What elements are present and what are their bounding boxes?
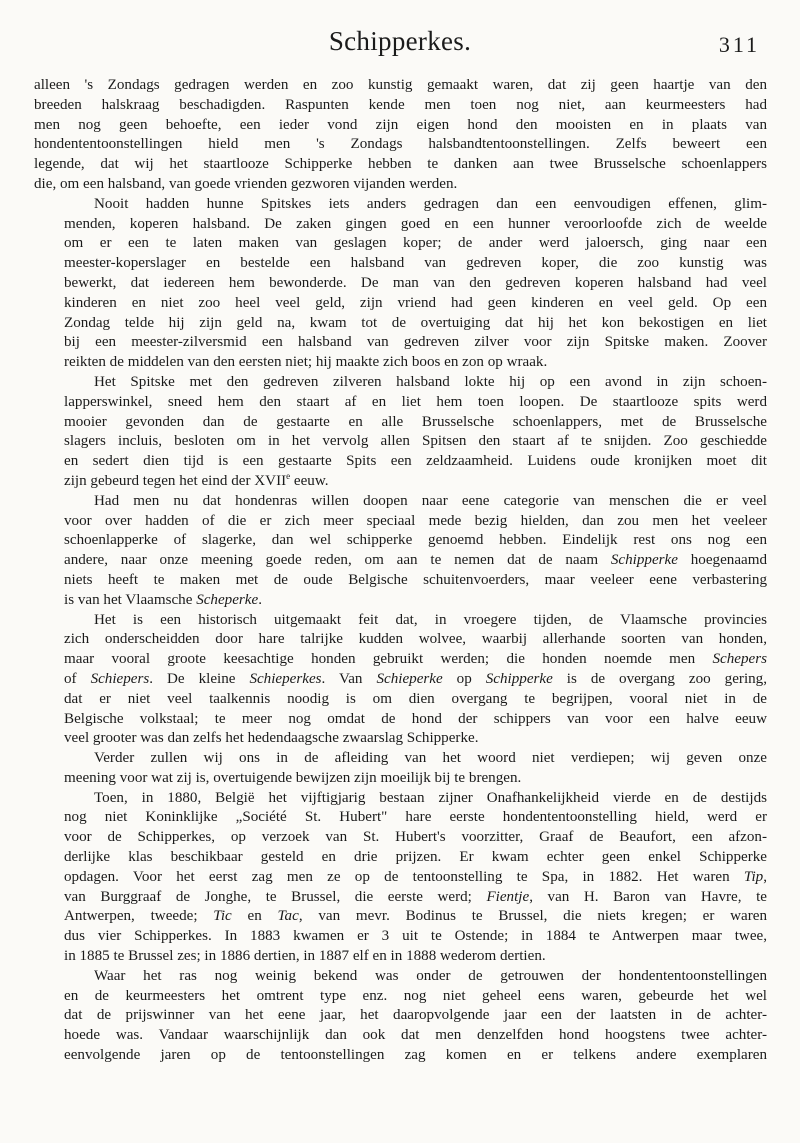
text-run: lapperswinkel, sneed hem den staart af en liet hem toen loopen. De staartlooze spits werd [64,393,767,410]
text-line [34,611,767,631]
paragraph [34,195,767,373]
text-line [34,987,767,1007]
text-line [34,492,767,512]
text-line [34,373,767,393]
italic-term: Schipperke [610,552,678,569]
text-run: men nog geen behoefte, een ieder vond zijn eigen hond den mooisten en in plaats van [34,116,767,133]
text-run: Had men nu dat hondenras willen doopen naar eene categorie van menschen die er veel [94,492,767,509]
page-title: Schipperkes. [328,26,472,56]
text-run: . Van [321,670,377,687]
text-run: Waar het ras nog weinig bekend was onder de getrouwen der hondententoonstellingen [94,967,767,984]
text-line [34,828,767,848]
text-line [34,1006,767,1026]
paragraph [34,492,767,611]
text-line [34,76,767,96]
text-line [34,472,767,492]
text-line [34,551,767,571]
italic-term: Fientje [486,888,530,905]
text-run: hoede was. Vandaar waarschijnlijk dan ook dat men denzelfden hond hoogstens twee achter- [64,1027,767,1044]
text-run: Nooit hadden hunne Spitskes iets anders gedragen dan een eenvoudigen effenen, glim- [94,195,767,212]
text-run: dus vier Schipperkes. In 1883 kwamen er 3 uit te Ostende; in 1884 te Antwerpen maar twee, [64,928,767,945]
text-line [34,729,767,749]
text-run: Verder zullen wij ons in de afleiding van het woord niet verdiepen; wij geven onze [94,750,767,767]
running-header [34,26,766,66]
text-run: bij een meester-zilversmid een halsband van gedreven zilver voor zijn Spitske maken. Zoover [64,334,767,351]
text-line [34,888,767,908]
text-run: bewerkt, dat iedereen hem bewonderde. De man van den gedreven koperen halsband had veel [64,274,767,291]
text-run: reikten de middelen van den eersten niet; hij maakte zich boos en zon op wraak. [64,354,548,371]
text-run: voor over hadden of die er zich meer speciaal mede bezig hielden, dan zou men het veeleer [64,512,767,529]
text-line [34,1046,767,1066]
text-line [34,967,767,987]
italic-term: Tac [277,908,299,925]
paragraph [34,76,767,195]
text-line [34,630,767,650]
text-line [34,710,767,730]
text-run: kinderen en niet zoo heel veel geld, zijn vriend had geen kinderen en veel geld. Op een [64,294,767,311]
text-run: en de keurmeesters het omtrent type enz. nog niet geheel eens waren, gebeurde het wel [64,987,767,1004]
italic-term: Schieperkes [249,670,322,687]
text-run: slagers incluis, besloten om in het vervolg allen Spitsen den staart af te snijden. Zoo geschiedde [64,433,767,450]
text-run: en sedert dien tijd is een gestaarte Spits een zeldzaamheid. Luidens oude kronijken moet dit [64,453,767,470]
text-run: Zondag telde hij zijn geld na, kwam tot de overtuiging dat hij het kon bekostigen en liet [64,314,767,331]
text-run: Toen, in 1880, België het vijftigjarig bestaan zijner Onafhankelijkheid vierde en de destijds [94,789,767,806]
text-line [34,947,767,967]
text-line [34,808,767,828]
text-run: eeuw. [290,472,329,489]
text-run: en [231,908,278,925]
text-run: eenvolgende jaren op de tentoonstellingen zag komen en er telkens andere exemplaren [64,1047,767,1064]
text-run: opdagen. Voor het eerst zag men ze op de tentoonstelling te Spa, in 1882. Het waren [64,868,744,885]
text-run: derlijke klas beschikbaar gesteld en drie prijzen. Er kwam echter geen enkel Schipperke [64,849,767,866]
text-run: mooier gevonden dan de gestaarte en alle Brusselsche schoenlappers, met de Brusselsche [64,413,767,430]
text-run: is van het Vlaamsche [64,591,197,608]
text-run: dat er niet veel taalkennis noodig is om dien overgang te begrijpen, vooral niet in de [64,690,767,707]
text-run: legende, dat wij het staartlooze Schipperke hebben te danken aan twee Brusselsche schoenlappers [34,156,767,173]
page-number: 311 [718,32,760,57]
text-line [34,789,767,809]
text-run: . [258,591,262,608]
text-line [34,195,767,215]
text-run: Het is een historisch uitgemaakt feit dat, in vroegere tijden, de Vlaamsche provincies [94,611,767,628]
text-line [34,175,767,195]
text-line [34,452,767,472]
body-text [34,76,767,1066]
text-run: , van H. Baron van Havre, te [529,888,767,905]
text-run: Het Spitske met den gedreven zilveren halsband lokte hij op een avond in zijn schoen- [94,373,767,390]
text-run: veel grooter was dan zelfs het hedendaagsche zwaarslag Schipperke. [64,730,479,747]
paragraph [34,611,767,750]
italic-term: Schiepers [90,670,150,687]
text-line [34,927,767,947]
text-run: om er een te laten maken van geslagen koper; de ander werd jaloersch, ging naar een [64,235,767,252]
text-line [34,531,767,551]
text-run: zijn gebeurd tegen het eind der XVII [64,472,287,489]
text-line [34,393,767,413]
text-line [34,571,767,591]
text-line [34,413,767,433]
text-line [34,749,767,769]
italic-term: Tip [743,868,764,885]
text-run: zich onderscheidden door hare talrijke kudden wolvee, waarbij allerhande soorten van honden, [64,631,767,648]
text-line [34,868,767,888]
text-run: die, om een halsband, van goede vrienden gezworen vijanden werden. [34,175,458,192]
text-run: breeden halskraag beschadigden. Raspunten kende men toen nog niet, aan keurmeesters had [34,96,767,113]
text-run: nog niet Koninklijke „Société St. Hubert" hare eerste hondententoonstelling hield, werd er [64,809,767,826]
text-line [34,234,767,254]
text-run: andere, naar onze meening goede reden, om aan te nemen dat de naam [64,552,611,569]
text-run: hondententoonstellingen hield men 's Zondags halsbandtentoonstellingen. Zelfs beweert een [34,136,767,153]
text-line [34,769,767,789]
text-run: hoegenaamd [677,552,768,569]
paragraph [34,967,767,1066]
text-line [34,512,767,532]
text-line [34,650,767,670]
text-line [34,155,767,175]
text-run: of [64,670,91,687]
italic-term: Scheperke [196,591,259,608]
paragraph [34,789,767,967]
italic-term: Tic [213,908,232,925]
text-run: in 1885 te Brussel zes; in 1886 dertien, in 1887 elf en in 1888 wederom dertien. [64,948,546,965]
text-run: schoenlapperke of slagerke, dan wel schipperke genoemd hebben. Eindelijk rest ons nog een [64,532,767,549]
text-run: maar vooral groote keesachtige honden gebruikt werden; die honden noemde men [64,651,713,668]
italic-term: Schieperke [376,670,443,687]
text-line [34,353,767,373]
italic-term: Schipperke [485,670,553,687]
text-line [34,254,767,274]
text-run: niets heeft te maken met de oude Belgische schuitenvoerders, maar veeleer eene verbastering [64,571,767,588]
text-line [34,116,767,136]
text-run: van Burggraaf de Jonghe, te Brussel, die eerste werd; [64,888,487,905]
superscript: e [286,470,291,481]
text-line [34,135,767,155]
text-run: Antwerpen, tweede; [64,908,214,925]
text-line [34,96,767,116]
text-run: menden, koperen halsband. De zaken gingen goed en een hunner veroorloofde zich de weelde [64,215,767,232]
text-line [34,294,767,314]
text-run: , van mevr. Bodinus te Brussel, die niets kregen; er waren [298,908,768,925]
text-run: is de overgang zoo gering, [552,670,768,687]
text-run: voor de Schipperkes, op verzoek van St. Hubert's voorzitter, Graaf de Beaufort, een afzon- [64,829,767,846]
text-line [34,848,767,868]
text-line [34,1026,767,1046]
text-line [34,690,767,710]
text-line [34,333,767,353]
paragraph [34,373,767,492]
text-run: meester-koperslager en bestelde een halsband van gedreven koper, die zoo kunstig was [64,255,767,272]
text-run: Belgische volkstaal; te meer nog omdat de hond der schippers van voor een halve eeuw [64,710,767,727]
text-run: meening voor wat zij is, overtuigende bewijzen zijn moeilijk bij te brengen. [64,769,522,786]
text-line [34,314,767,334]
text-line [34,670,767,690]
text-line [34,591,767,611]
text-line [34,432,767,452]
text-line [34,274,767,294]
text-line [34,215,767,235]
italic-term: Schepers [712,651,767,668]
text-run: dat de prijswinner van het eene jaar, het daaropvolgende jaar een der laatsten in de achter- [64,1007,767,1024]
text-run: , [763,868,767,885]
text-run: alleen 's Zondags gedragen werden en zoo kunstig gemaakt waren, dat zij geen haartje van den [34,77,767,93]
text-run: . De kleine [149,670,250,687]
text-line [34,907,767,927]
paragraph [34,749,767,789]
text-run: op [442,670,486,687]
